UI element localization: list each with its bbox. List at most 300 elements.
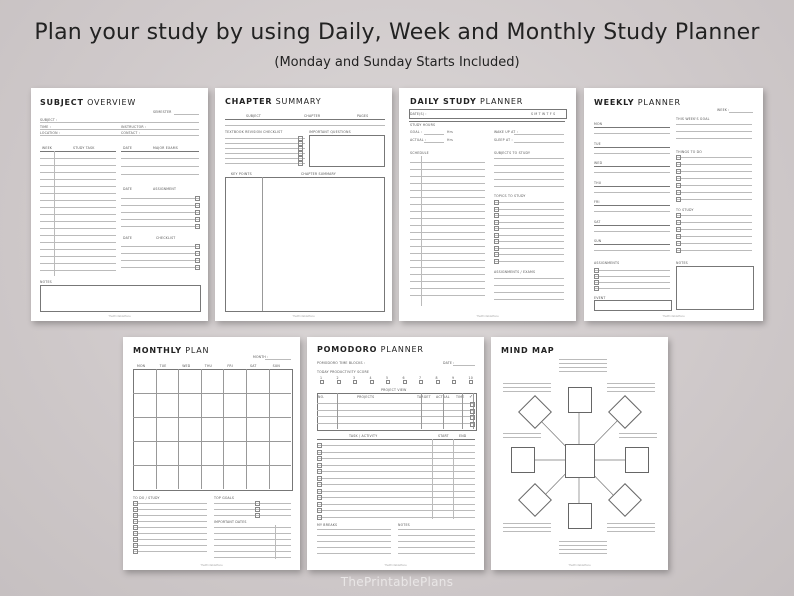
- contact-label: CONTACT :: [121, 131, 141, 135]
- topics-label: TOPICS TO STUDY: [494, 194, 526, 198]
- ruled-line: [494, 222, 564, 223]
- checkbox[interactable]: [195, 251, 200, 256]
- ruled-line: [133, 393, 291, 394]
- ruled-line: [503, 531, 551, 532]
- ruled-line: [214, 533, 291, 534]
- checkbox[interactable]: [676, 220, 681, 225]
- ruled-line: [133, 509, 207, 510]
- checkbox[interactable]: [317, 463, 322, 468]
- checkbox[interactable]: [255, 507, 260, 512]
- ruled-line: [676, 222, 752, 223]
- ruled-line: [559, 359, 607, 360]
- checkbox[interactable]: [317, 450, 322, 455]
- checkbox[interactable]: [317, 443, 322, 448]
- ruled-line: [594, 147, 670, 148]
- footer-text: ThePrintablePlans: [108, 315, 131, 318]
- ruled-line: [424, 142, 444, 143]
- ruled-line: [317, 452, 475, 453]
- day-letters: S M T W T F S: [531, 112, 556, 116]
- ruled-line: [133, 515, 207, 516]
- chapter-summary-title: CHAPTER SUMMARY: [225, 97, 322, 106]
- ruled-line: [494, 165, 564, 166]
- ruled-line: [40, 270, 116, 271]
- ruled-line: [676, 185, 752, 186]
- ruled-line: [594, 288, 670, 289]
- week-label: WEEK :: [717, 108, 730, 112]
- checkbox[interactable]: [494, 213, 499, 218]
- checkbox[interactable]: [317, 502, 322, 507]
- ruled-line: [514, 134, 564, 135]
- checkbox[interactable]: [494, 226, 499, 231]
- weekly-planner-page: [584, 88, 763, 321]
- ruled-line: [214, 509, 291, 510]
- ruled-line: [594, 172, 670, 173]
- no-header: NO.: [318, 395, 325, 399]
- ruled-line: [607, 523, 655, 524]
- checkbox[interactable]: [317, 489, 322, 494]
- to-study-label: TO STUDY: [676, 208, 694, 212]
- checkbox[interactable]: [317, 482, 322, 487]
- ruled-line: [594, 270, 670, 271]
- checkbox[interactable]: [470, 402, 475, 407]
- checkbox[interactable]: [676, 213, 681, 218]
- weekday-label: SUN: [594, 239, 602, 243]
- ruled-line: [503, 383, 551, 384]
- ruled-line: [317, 504, 475, 505]
- ruled-line: [214, 557, 291, 558]
- ruled-line: [503, 527, 551, 528]
- checkbox[interactable]: [594, 286, 599, 291]
- time-label: TIME :: [40, 125, 51, 129]
- ruled-line: [594, 231, 670, 232]
- study-task-header: STUDY TASK: [73, 146, 95, 150]
- checkbox[interactable]: [337, 380, 341, 384]
- ruled-line: [133, 527, 207, 528]
- ruled-line: [121, 158, 199, 159]
- mind-map-title: MIND MAP: [501, 346, 555, 355]
- checkbox[interactable]: [594, 274, 599, 279]
- ruled-line: [40, 172, 116, 173]
- checkbox[interactable]: [195, 210, 200, 215]
- ruled-line: [133, 503, 207, 504]
- ruled-line: [410, 183, 485, 184]
- ruled-line: [676, 164, 752, 165]
- ruled-line: [559, 549, 607, 550]
- checklist-header: CHECKLIST: [156, 236, 176, 240]
- checkbox[interactable]: [195, 203, 200, 208]
- ruled-line: [410, 176, 485, 177]
- check-header: ✓: [469, 394, 474, 400]
- ruled-line: [607, 383, 655, 384]
- checkbox[interactable]: [436, 380, 440, 384]
- ruled-line: [494, 179, 564, 180]
- ruled-line: [494, 285, 564, 286]
- ruled-line: [594, 186, 670, 187]
- ruled-line: [594, 225, 670, 226]
- assignments-exams-label: ASSIGNMENTS / EXAMS: [494, 270, 536, 274]
- checkbox[interactable]: [317, 515, 322, 520]
- task-header: TASK / ACTIVITY: [349, 434, 378, 438]
- ruled-line: [494, 158, 564, 159]
- project-table: [317, 393, 477, 431]
- checkbox[interactable]: [470, 422, 475, 427]
- score-label: 6: [402, 376, 405, 380]
- footer-text: ThePrintablePlans: [384, 564, 407, 567]
- ruled-line: [317, 410, 475, 411]
- month-day-label: SAT: [250, 364, 257, 368]
- checkbox[interactable]: [353, 380, 357, 384]
- ruled-line: [40, 186, 116, 187]
- checkbox[interactable]: [494, 259, 499, 264]
- ruled-line: [494, 235, 564, 236]
- ruled-line: [121, 219, 199, 220]
- ruled-line: [317, 491, 475, 492]
- chapter-pages-label: PAGES: [357, 114, 369, 118]
- summary-box: [225, 177, 385, 312]
- checkbox[interactable]: [676, 241, 681, 246]
- ruled-line: [594, 276, 670, 277]
- ruled-line: [317, 416, 475, 417]
- weekday-label: MON: [594, 122, 603, 126]
- checkbox[interactable]: [195, 265, 200, 270]
- ruled-line: [156, 369, 157, 489]
- checkbox[interactable]: [452, 380, 456, 384]
- score-label: 5: [386, 376, 389, 380]
- ruled-line: [121, 246, 199, 247]
- pomodoro-planner-page: [307, 337, 484, 570]
- ruled-line: [494, 186, 564, 187]
- important-questions-box: [309, 135, 385, 167]
- ruled-line: [676, 236, 752, 237]
- ruled-line: [410, 274, 485, 275]
- weekday-label: WED: [594, 161, 603, 165]
- ruled-line: [676, 171, 752, 172]
- mind-map-center: [565, 444, 595, 478]
- ruled-line: [676, 138, 752, 139]
- ruled-line: [594, 250, 670, 251]
- ruled-line: [410, 295, 485, 296]
- chapter-summary-label: CHAPTER SUMMARY: [301, 172, 336, 176]
- ruled-line: [559, 541, 607, 542]
- ruled-line: [317, 478, 475, 479]
- checkbox[interactable]: [195, 244, 200, 249]
- ruled-line: [410, 169, 485, 170]
- checkbox[interactable]: [255, 513, 260, 518]
- ruled-line: [214, 515, 291, 516]
- ruled-line: [317, 553, 391, 554]
- checkbox[interactable]: [676, 162, 681, 167]
- chapter-chapter-label: CHAPTER: [304, 114, 321, 118]
- productivity-label: TODAY PRODUCTIVITY SCORE: [317, 370, 370, 374]
- month-day-label: FRI: [227, 364, 233, 368]
- ruled-line: [133, 551, 207, 552]
- ruled-line: [398, 553, 475, 554]
- ruled-line: [40, 242, 116, 243]
- checkbox[interactable]: [317, 476, 322, 481]
- weekly-assignments-label: ASSIGNMENTS: [594, 261, 620, 265]
- ruled-line: [317, 517, 475, 518]
- ruled-line: [503, 391, 551, 392]
- checkbox[interactable]: [370, 380, 374, 384]
- score-label: 3: [353, 376, 356, 380]
- checkbox[interactable]: [133, 507, 138, 512]
- checkbox[interactable]: [494, 252, 499, 257]
- ruled-line: [410, 281, 485, 282]
- ruled-line: [676, 131, 752, 132]
- ruled-line: [398, 529, 475, 530]
- checkbox[interactable]: [494, 239, 499, 244]
- ruled-line: [494, 254, 564, 255]
- ruled-line: [398, 547, 475, 548]
- actual-label: ACTUAL :: [410, 138, 427, 142]
- ruled-line: [410, 225, 485, 226]
- ruled-line: [317, 445, 475, 446]
- ruled-line: [410, 232, 485, 233]
- ruled-line: [317, 510, 475, 511]
- mind-map-node-bottom: [568, 503, 592, 529]
- week-header: WEEK: [42, 146, 53, 150]
- weekly-notes-label: NOTES: [676, 261, 688, 265]
- ruled-line: [676, 124, 752, 125]
- ruled-line: [133, 441, 291, 442]
- ruled-line: [410, 246, 485, 247]
- ruled-line: [494, 261, 564, 262]
- ruled-line: [121, 205, 199, 206]
- checkbox[interactable]: [133, 525, 138, 530]
- month-day-label: TUE: [159, 364, 167, 368]
- ruled-line: [40, 249, 116, 250]
- page-title: Plan your study by using Daily, Week and Monthly Study Planner: [34, 20, 760, 45]
- hrs-label: Hrs: [447, 130, 453, 134]
- ruled-line: [121, 212, 199, 213]
- project-view-label: PROJECT VIEW: [381, 388, 407, 392]
- hrs-label-2: Hrs: [447, 138, 453, 142]
- weekly-notes-box: [676, 266, 754, 310]
- ruled-line: [317, 547, 391, 548]
- ruled-line: [494, 299, 564, 300]
- location-label: LOCATION :: [40, 131, 61, 135]
- sleep-at-label: SLEEP AT :: [494, 138, 513, 142]
- checkbox[interactable]: [133, 549, 138, 554]
- ruled-line: [121, 166, 199, 167]
- score-label: 9: [452, 376, 455, 380]
- pomodoro-notes-label: NOTES: [398, 523, 410, 527]
- checkbox[interactable]: [594, 280, 599, 285]
- ruled-line: [559, 553, 607, 554]
- ruled-line: [594, 153, 670, 154]
- checkbox[interactable]: [676, 248, 681, 253]
- checkbox[interactable]: [470, 409, 475, 414]
- checkbox[interactable]: [320, 380, 324, 384]
- ruled-line: [121, 226, 199, 227]
- ruled-line: [409, 121, 565, 122]
- score-label: 4: [369, 376, 372, 380]
- important-dates-label: IMPORTANT DATES: [214, 520, 247, 524]
- checkbox[interactable]: [676, 197, 681, 202]
- ruled-line: [494, 209, 564, 210]
- checkbox[interactable]: [470, 415, 475, 420]
- target-header: TARGET: [417, 395, 431, 399]
- time-blocks-label: POMODORO TIME BLOCKS :: [317, 361, 366, 365]
- ruled-line: [410, 253, 485, 254]
- checkbox[interactable]: [676, 176, 681, 181]
- checkbox[interactable]: [469, 380, 473, 384]
- checkbox[interactable]: [494, 220, 499, 225]
- ruled-line: [594, 244, 670, 245]
- monthly-plan-title: MONTHLY PLAN: [133, 346, 210, 355]
- key-points-label: KEY POINTS: [231, 172, 252, 176]
- checkbox[interactable]: [676, 227, 681, 232]
- ruled-line: [594, 192, 670, 193]
- brand-watermark: ThePrintablePlans: [340, 575, 454, 589]
- checkbox[interactable]: [676, 169, 681, 174]
- checkbox[interactable]: [195, 258, 200, 263]
- ruled-line: [121, 267, 199, 268]
- checkbox[interactable]: [676, 234, 681, 239]
- ruled-line: [410, 260, 485, 261]
- ruled-line: [201, 369, 202, 489]
- mind-map-node-left: [511, 447, 535, 473]
- checkbox[interactable]: [317, 469, 322, 474]
- ruled-line: [121, 260, 199, 261]
- checkbox[interactable]: [133, 501, 138, 506]
- checkbox[interactable]: [317, 495, 322, 500]
- footer-text: ThePrintablePlans: [476, 315, 499, 318]
- checkbox[interactable]: [317, 508, 322, 513]
- ruled-line: [40, 256, 116, 257]
- checkbox[interactable]: [594, 268, 599, 273]
- ruled-line: [317, 535, 391, 536]
- ruled-line: [410, 239, 485, 240]
- ruled-line: [594, 166, 670, 167]
- ruled-line: [494, 215, 564, 216]
- ruled-line: [317, 541, 391, 542]
- checkbox[interactable]: [133, 519, 138, 524]
- checkbox[interactable]: [494, 200, 499, 205]
- weekday-label: FRI: [594, 200, 600, 204]
- ruled-line: [594, 205, 670, 206]
- ruled-line: [494, 228, 564, 229]
- ruled-line: [410, 288, 485, 289]
- ruled-line: [40, 165, 116, 166]
- event-label: EVENT: [594, 296, 606, 300]
- footer-text: ThePrintablePlans: [662, 315, 685, 318]
- ruled-line: [594, 133, 670, 134]
- ruled-line: [40, 263, 116, 264]
- daily-planner-title: DAILY STUDY PLANNER: [410, 97, 524, 106]
- score-label: 2: [336, 376, 339, 380]
- ruled-line: [214, 503, 291, 504]
- ruled-line: [410, 218, 485, 219]
- checkbox[interactable]: [133, 537, 138, 542]
- month-day-label: WED: [182, 364, 191, 368]
- ruled-line: [317, 484, 475, 485]
- monthly-plan-page: [123, 337, 300, 570]
- checkbox[interactable]: [676, 190, 681, 195]
- mind-map-node-right: [625, 447, 649, 473]
- month-day-label: SUN: [272, 364, 280, 368]
- ruled-line: [607, 391, 655, 392]
- ruled-line: [676, 199, 752, 200]
- ruled-line: [225, 153, 305, 154]
- checkbox[interactable]: [494, 233, 499, 238]
- date-header-3: DATE: [123, 236, 133, 240]
- ruled-line: [443, 393, 444, 429]
- ruled-line: [619, 433, 657, 434]
- weekday-label: TUE: [594, 141, 601, 146]
- ruled-line: [121, 174, 199, 175]
- checkbox[interactable]: [298, 161, 303, 166]
- ruled-line: [676, 229, 752, 230]
- weekday-label: THU: [594, 180, 602, 185]
- mind-map-page: [491, 337, 668, 570]
- ruled-line: [410, 204, 485, 205]
- ruled-line: [607, 531, 655, 532]
- checkbox[interactable]: [676, 183, 681, 188]
- ruled-line: [133, 521, 207, 522]
- checkbox[interactable]: [133, 531, 138, 536]
- important-questions-label: IMPORTANT QUESTIONS: [309, 130, 351, 134]
- ruled-line: [494, 172, 564, 173]
- ruled-line: [676, 243, 752, 244]
- subject-label: SUBJECT :: [40, 118, 58, 122]
- footer-text: ThePrintablePlans: [292, 315, 315, 318]
- checkbox[interactable]: [317, 456, 322, 461]
- score-label: 8: [435, 376, 438, 380]
- checkbox[interactable]: [676, 155, 681, 160]
- wake-up-label: WAKE UP AT :: [494, 130, 518, 134]
- checkbox[interactable]: [494, 246, 499, 251]
- checkbox[interactable]: [255, 501, 260, 506]
- checkbox[interactable]: [419, 380, 423, 384]
- month-day-label: THU: [204, 364, 213, 368]
- checkbox[interactable]: [133, 543, 138, 548]
- score-label: 1: [320, 376, 323, 380]
- notes-label: NOTES: [40, 280, 52, 284]
- checkbox[interactable]: [195, 217, 200, 222]
- checkbox[interactable]: [386, 380, 390, 384]
- ruled-line: [494, 202, 564, 203]
- ruled-line: [494, 292, 564, 293]
- ruled-line: [317, 529, 391, 530]
- ruled-line: [410, 197, 485, 198]
- month-day-label: MON: [137, 364, 146, 368]
- checkbox[interactable]: [403, 380, 407, 384]
- weekday-label: SAT: [594, 219, 601, 224]
- ruled-line: [676, 192, 752, 193]
- ruled-line: [246, 369, 247, 489]
- checkbox[interactable]: [195, 196, 200, 201]
- subject-overview-page: [31, 88, 208, 321]
- ruled-line: [398, 541, 475, 542]
- chapter-summary-page: [215, 88, 392, 321]
- ruled-line: [594, 282, 670, 283]
- monthly-todo-label: TO DO / STUDY: [133, 496, 160, 500]
- actual-header: ACTUAL: [436, 395, 450, 399]
- ruled-line: [40, 221, 116, 222]
- ruled-line: [503, 523, 551, 524]
- checkbox[interactable]: [195, 224, 200, 229]
- schedule-label: SCHEDULE: [410, 151, 429, 155]
- ruled-line: [133, 539, 207, 540]
- event-box: [594, 300, 672, 311]
- end-header: END: [459, 434, 467, 438]
- checkbox[interactable]: [133, 513, 138, 518]
- ruled-line: [410, 267, 485, 268]
- daily-date-label: DATE(S) :: [410, 112, 427, 116]
- checkbox[interactable]: [494, 207, 499, 212]
- ruled-line: [223, 369, 224, 489]
